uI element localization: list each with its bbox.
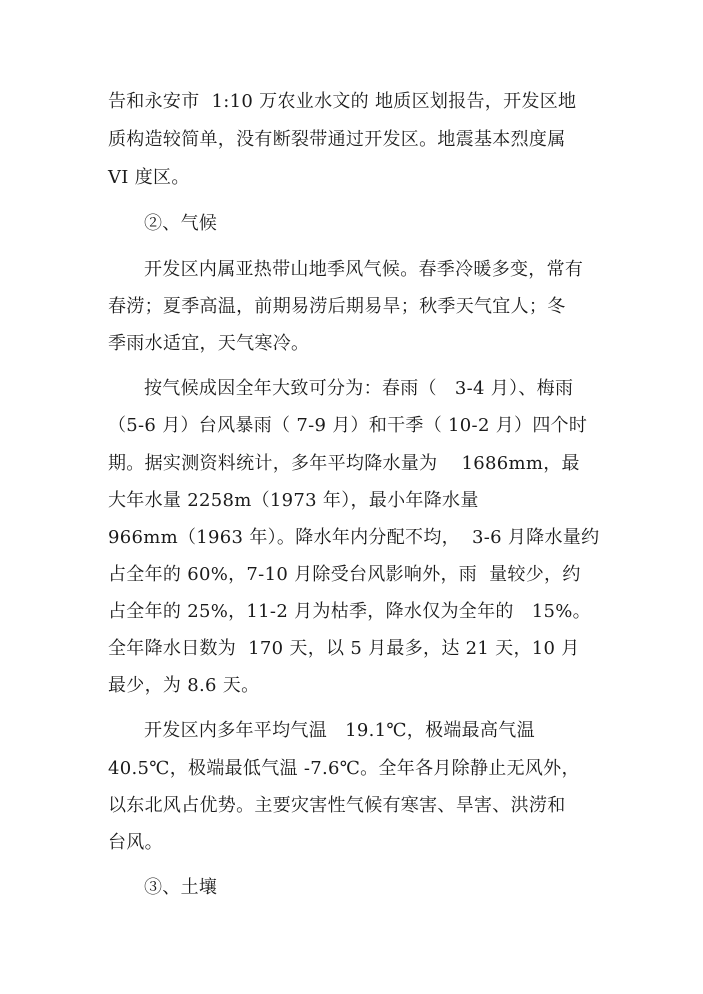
text-line-7: 季雨水适宜，天气寒冷。	[108, 333, 310, 354]
text-line-12: 966mm（1963 年）。降水年内分配不均， 3-6 月降水量约	[108, 527, 600, 548]
text-line-8: 按气候成因全年大致可分为：春雨（ 3-4 月）、梅雨	[144, 378, 574, 399]
text-line-10: 期。据实测资料统计，多年平均降水量为 1686mm，最	[108, 453, 580, 474]
section-heading-soil: ③、土壤	[144, 877, 218, 898]
text-line-11: 大年水量 2258m（1973 年），最小年降水量	[108, 490, 479, 511]
section-heading-climate: ②、气候	[144, 213, 218, 234]
text-line-13: 占全年的 60%，7-10 月除受台风影响外，雨 量较少，约	[108, 564, 581, 585]
text-line-2: 质构造较简单，没有断裂带通过开发区。地震基本烈度属	[108, 129, 566, 150]
text-line-3: VI 度区。	[108, 167, 190, 188]
text-line-16: 最少，为 8.6 天。	[108, 675, 260, 696]
text-line-6: 春涝；夏季高温，前期易涝后期易旱；秋季天气宜人；冬	[108, 296, 566, 317]
text-line-1: 告和永安市 1:10 万农业水文的 地质区划报告，开发区地	[108, 91, 577, 112]
text-line-18: 40.5℃，极端最低气温 -7.6℃。全年各月除静止无风外，	[108, 758, 580, 779]
text-line-17: 开发区内多年平均气温 19.1℃，极端最高气温	[144, 720, 535, 741]
text-line-5: 开发区内属亚热带山地季风气候。春季冷暖多变，常有	[144, 259, 584, 280]
text-line-19: 以东北风占优势。主要灾害性气候有寒害、旱害、洪涝和	[108, 795, 566, 816]
text-line-14: 占全年的 25%，11-2 月为枯季，降水仅为全年的 15%。	[108, 601, 591, 622]
text-line-20: 台风。	[108, 832, 163, 853]
text-line-9: （5-6 月）台风暴雨（ 7-9 月）和干季（ 10-2 月）四个时	[108, 415, 588, 436]
text-line-15: 全年降水日数为 170 天，以 5 月最多，达 21 天，10 月	[108, 638, 580, 659]
